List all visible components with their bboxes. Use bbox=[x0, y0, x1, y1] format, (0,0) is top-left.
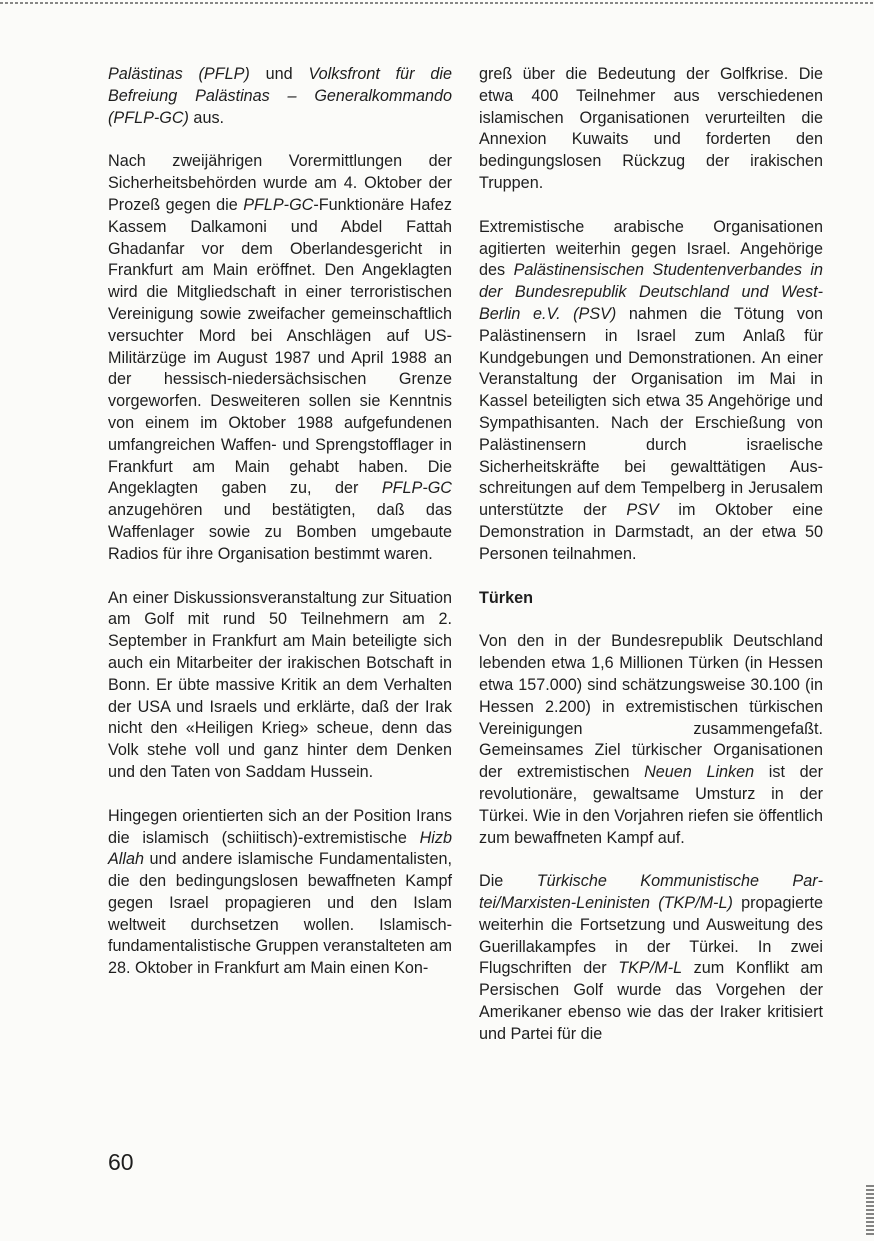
paragraph bbox=[108, 806, 452, 980]
italic-text: Türkische Kommunistische Partei/Marxisten-Leninisten (TKP/M-L) bbox=[479, 872, 823, 913]
text-run: nahmen die Tötung von Palästinensern in Israel zum Anlaß für Kundgebungen und Demonstrationen. An einer Veranstaltung der Organisation im Mai in Kassel beteiligten sich etwa 35 Angehörige und Sympathisanten. Nach der Erschießung von Palästinensern durch israelische Sicherheitskräfte bei gewalttätigen Ausschreitungen auf dem Tempelberg in Jerusalem unterstützte der bbox=[479, 304, 823, 520]
text-run: -Funktionäre Hafez Kassem Dalkamoni und Abdel Fattah Ghadanfar vor dem Oberlandesgericht in Frankfurt am Main eröffnet. Den Angeklagten wird die Mitgliedschaft in einer terroristischen Vereinigung sowie zweifacher gemeinschaftlich versuchter Mord bei Anschlägen auf US-Militärzüge im August 1987 und April 1988 an der hessisch-niedersächsischen Grenze vorgeworfen. Desweiteren sollen sie Kenntnis von einem im Oktober 1988 aufgefundenen umfangreichen Waffen- und Sprengstofflager in Frankfurt am Main gehabt haben. Die Angeklagten gaben zu, der bbox=[108, 195, 452, 498]
italic-text: Volksfront für die Befreiung Palästinas – Generalkommando (PFLP-GC) bbox=[108, 65, 452, 127]
italic-text: PSV bbox=[626, 501, 659, 520]
text-run: Extremistische arabische Organisationen agitierten weiterhin gegen Israel. Angehörige des bbox=[479, 217, 823, 280]
section-heading: Türken bbox=[479, 588, 533, 607]
paragraph bbox=[479, 871, 823, 1045]
text-run: und bbox=[249, 65, 309, 83]
italic-text: Neuen Linken bbox=[644, 763, 755, 782]
page-number: 60 bbox=[108, 1149, 134, 1175]
text-run: im Oktober eine Demonstration in Darmstadt, an der etwa 50 Personen teilnahmen. bbox=[479, 501, 823, 563]
text-run: zum Konflikt am Persischen Golf wurde das Vorgehen der Amerikaner ebenso wie das der Iraker kritisiert und Partei für die bbox=[479, 959, 823, 1043]
scan-edge-mark bbox=[866, 1185, 874, 1235]
paragraph bbox=[108, 151, 452, 565]
text-run: greß über die Bedeutung der Golfkrise. Die etwa 400 Teilnehmer aus verschiedenen islamischen Organisationen verurteilten die Annexion Kuwaits und forderten den bedingungslosen Rückzug der irakischen Truppen. bbox=[479, 65, 823, 192]
italic-text: TKP/M-L bbox=[618, 959, 683, 978]
right-column bbox=[479, 64, 823, 1068]
italic-text: Palästinensischen Studentenverbandes in der Bundesrepublik Deutschland und West-Berlin e.V. (PSV) bbox=[479, 261, 823, 323]
paragraph bbox=[479, 64, 823, 195]
text-run: anzugehören und bestätigten, daß das Waffenlager sowie zu Bomben umgebaute Radios für ihre Organisation bestimmt waren. bbox=[108, 501, 452, 563]
text-run: Hingegen orientierten sich an der Position Irans die islamisch (schiitisch)-extremistische bbox=[108, 806, 452, 847]
text-run: propagierte weiterhin die Fortsetzung und Ausweitung des Guerillakampfes in der Türkei. In zwei Flugschriften der bbox=[479, 894, 823, 978]
scan-top-rule bbox=[0, 2, 874, 4]
italic-text: PFLP-GC bbox=[243, 195, 314, 214]
paragraph bbox=[108, 588, 452, 784]
text-run: Die bbox=[479, 872, 537, 891]
text-run: Nach zweijährigen Vorermittlungen der Sicherheitsbehörden wurde am 4. Oktober der Prozeß gegen die bbox=[108, 152, 452, 214]
text-run: ist der revolutionäre, gewaltsame Umsturz in der Türkei. Wie in den Vorjahren riefen sie öffentlich zum bewaffneten Kampf auf. bbox=[479, 763, 823, 847]
text-run: An einer Diskussionsveranstaltung zur Situation am Golf mit rund 50 Teilnehmern am 2. September in Frankfurt am Main beteiligte sich auch ein Mitarbeiter der irakischen Botschaft in Bonn. Er übte massive Kritik an dem Verhalten der USA und Israels und erklärte, daß der Irak nicht den «Heiligen Krieg» scheue, denn das Volk stehe voll und ganz hinter dem Denken und den Taten von Saddam Hussein. bbox=[108, 588, 452, 781]
paragraph bbox=[108, 64, 452, 129]
left-column bbox=[108, 64, 452, 1002]
italic-text: Hizb Allah bbox=[108, 828, 452, 869]
text-run: Von den in der Bundesrepublik Deutschland lebenden etwa 1,6 Millionen Türken (in Hessen etwa 157.000) sind schätzungsweise 30.100 (in Hessen 2.200) in extremistischen türkischen Vereinigungen zusammengefaßt. Gemeinsames Ziel türkischer Organisationen der extremistischen bbox=[479, 632, 823, 782]
text-run: aus. bbox=[188, 108, 225, 127]
paragraph bbox=[479, 217, 823, 566]
text-run: und andere islamische Fundamentalisten, die den bedingungslosen bewaffneten Kampf gegen Israel propagieren und den Islam weltweit durchsetzen wollen. Islamisch-fundamentalistische Gruppen veranstalteten am 28. Oktober in Frankfurt am Main einen Kon- bbox=[108, 850, 452, 978]
italic-text: PFLP-GC bbox=[381, 479, 452, 498]
paragraph bbox=[479, 631, 823, 849]
italic-text: Palästinas (PFLP) bbox=[108, 65, 250, 83]
